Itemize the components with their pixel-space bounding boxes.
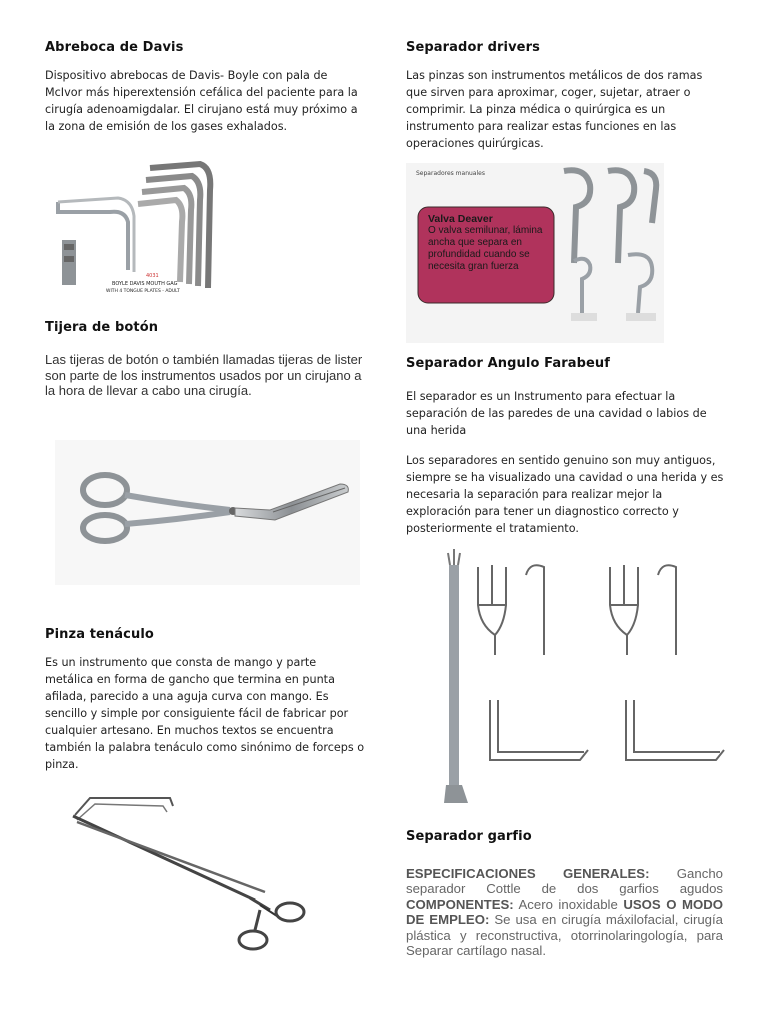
figure-davis-number: 4031 — [146, 273, 159, 279]
section-drivers — [406, 40, 726, 55]
spec-text-general: Gancho separador Cottle de dos garfios agudos — [406, 866, 723, 897]
section-body-tijera: Las tijeras de botón o también llamadas tijeras de lister son parte de los instrumentos usados por un cirujano a la hora de llevar a cabo una cirugía. — [45, 352, 363, 398]
section-title-davis: Abreboca de Davis — [45, 40, 184, 55]
spec-label-general: ESPECIFICACIONES GENERALES: — [406, 866, 650, 881]
section-davis-body-wrap — [45, 67, 365, 135]
spec-text-usage: Se usa en cirugía máxilofacial, cirugía plástica y reconstructiva, otorrinolaringología, para Separar cartílago nasal. — [406, 912, 724, 959]
section-drivers-body-wrap — [406, 67, 722, 152]
section-title-drivers: Separador drivers — [406, 40, 540, 55]
section-tijera — [45, 320, 365, 335]
section-body-farabeuf-2: Los separadores en sentido genuino son muy antiguos, siempre se ha visualizado una cavidad o una herida y es necesaria la separación para realizar mejor la exploración para tener un diagnostico correcto y posteriormente el tratamiento. — [406, 454, 724, 535]
figure-davis-mouth-gag — [50, 160, 240, 300]
section-farabeuf-body-wrap — [406, 388, 726, 537]
section-title-tijera: Tijera de botón — [45, 320, 159, 335]
section-body-farabeuf-1: El separador es un Instrumento para efectuar la separación de las paredes de una cavidad o labios de una herida — [406, 390, 707, 437]
section-tenaculo — [45, 627, 365, 642]
section-garfio — [406, 829, 726, 844]
figure-davis-caption-1: BOYLE DAVIS MOUTH GAG — [112, 281, 178, 287]
spec-label-components: COMPONENTES: — [406, 896, 514, 912]
deaver-box-text: O valva semilunar, lámina ancha que separa en profundidad cuando se necesita gran fuerza — [428, 225, 543, 272]
section-title-farabeuf: Separador Angulo Farabeuf — [406, 356, 611, 371]
deaver-box-title: Valva Deaver — [428, 213, 493, 225]
figure-lister-scissors — [55, 440, 360, 585]
figure-farabeuf-retractors — [440, 545, 730, 810]
section-title-garfio: Separador garfio — [406, 829, 532, 844]
section-body-tenaculo: Es un instrumento que consta de mango y parte metálica en forma de gancho que termina en punta afilada, parecido a una aguja curva con mango. Es sencillo y simple por consiguiente fácil de fabricar por cualquier artesano. En muchos textos se encuentra también la palabra tenáculo como sinónimo de forceps o pinza. — [45, 656, 365, 771]
section-garfio-body-wrap — [406, 866, 723, 958]
section-body-drivers: Las pinzas son instrumentos metálicos de dos ramas que sirven para aproximar, coger, sujetar, atraer o comprimir. La pinza médica o quirúrgica es un instrumento para realizar estas funciones en las operaciones quirúrgicas. — [406, 69, 703, 150]
section-tenaculo-body-wrap — [45, 654, 365, 773]
section-body-garfio — [406, 866, 723, 958]
figure-tenaculum-forceps — [55, 780, 335, 955]
section-title-tenaculo: Pinza tenáculo — [45, 627, 154, 642]
spec-text-components: Acero inoxidable — [513, 896, 624, 912]
section-davis — [45, 40, 365, 55]
section-tijera-body-wrap — [45, 352, 363, 399]
figure-deaver-header: Separadores manuales — [416, 170, 485, 177]
section-farabeuf — [406, 356, 726, 371]
figure-davis-caption-2: WITH 4 TONGUE PLATES - ADULT — [106, 289, 180, 294]
section-body-davis: Dispositivo abrebocas de Davis- Boyle con pala de McIvor más hiperextensión cefálica del paciente para la cirugía adenoamigdalar. El cirujano está muy próximo a la zona de emisión de los gases exhalados. — [45, 69, 358, 133]
spec-label-usage: USOS O MODO DE EMPLEO: — [406, 896, 723, 928]
figure-deaver-retractors — [406, 163, 664, 343]
deaver-info-box — [428, 213, 548, 273]
